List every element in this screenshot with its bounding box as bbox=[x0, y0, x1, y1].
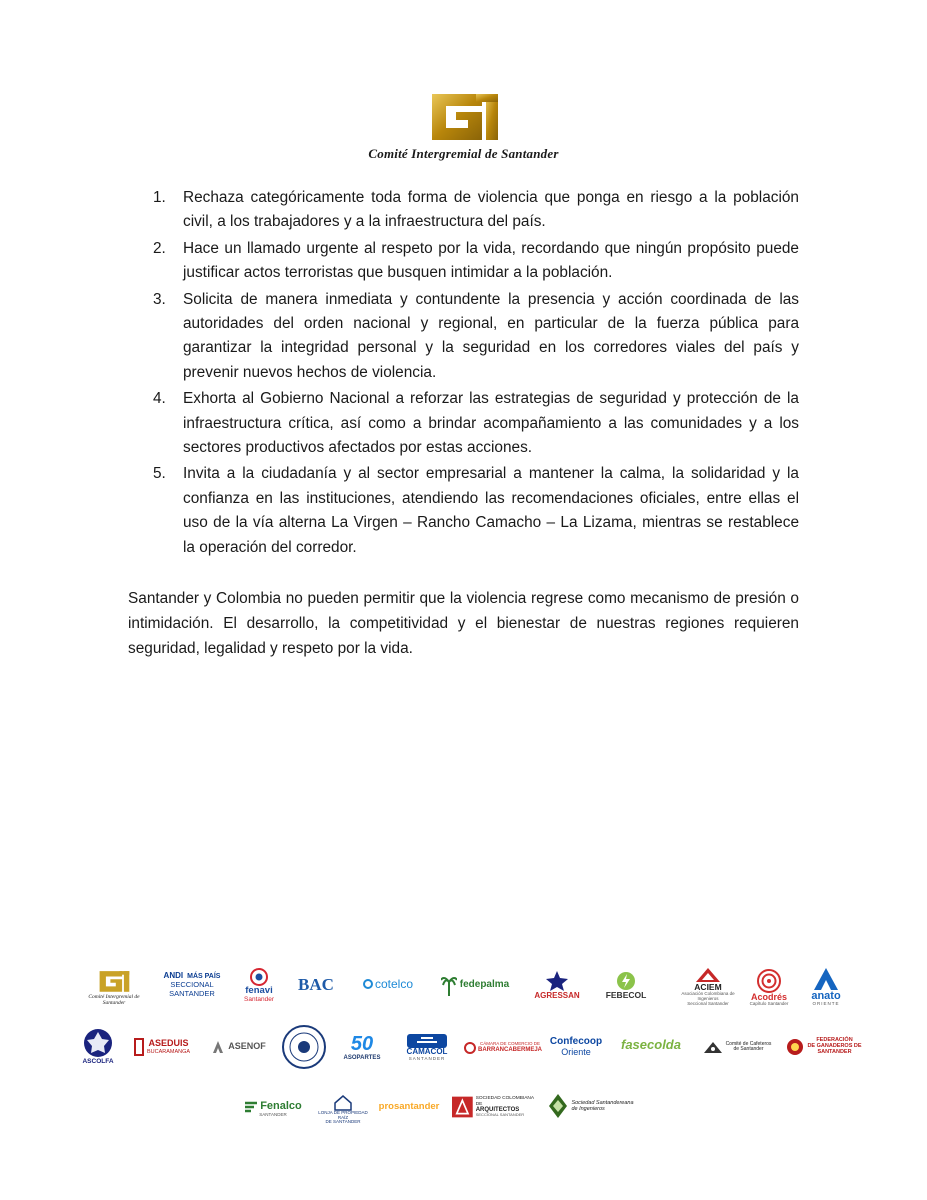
logo-asedujs bbox=[130, 1032, 194, 1062]
ganaderos-text: FEDERACIÓN bbox=[816, 1037, 853, 1044]
camacol-icon bbox=[407, 1034, 447, 1048]
logo-acodres bbox=[742, 962, 796, 1012]
item-text: Exhorta al Gobierno Nacional a reforzar las estrategias de seguridad y protección de la infraestructura crítica, así como a brindar acompañamiento a las comunidades y a los sectores productivos afectados por estas acciones. bbox=[183, 390, 799, 457]
org-name: Comité Intergremial de Santander bbox=[368, 146, 559, 161]
ccb-icon bbox=[464, 1041, 476, 1055]
logo-fasecolda bbox=[614, 1030, 688, 1060]
fenavi-hen-icon bbox=[248, 968, 270, 986]
ganaderos-region-text: SANTANDER bbox=[817, 1048, 852, 1055]
aciem-seccional-text: Seccional Santander bbox=[687, 1000, 729, 1006]
item-number: 3. bbox=[153, 290, 166, 308]
agressan-emblem-icon bbox=[545, 970, 569, 992]
cafeteros-sub-text: de Santander bbox=[733, 1046, 764, 1052]
logo-asenof bbox=[206, 1034, 272, 1060]
list-item bbox=[128, 462, 799, 560]
ssi-diamond-icon bbox=[548, 1093, 568, 1119]
ccb-text: CÁMARA DE COMERCIO DE bbox=[479, 1041, 540, 1047]
item-text: Solicita de manera inmediata y contundente la presencia y acción coordinada de las autoridades del orden nacional y regional, en particular de la fuerza pública para garantizar la integridad personal y la seguridad en los corredores viales del país y prevenir nuevos hechos de violencia. bbox=[183, 290, 799, 381]
closing-paragraph: Santander y Colombia no pueden permitir que la violencia regrese como mecanismo de presión o intimidación. El desarrollo, la competitividad y el bienestar de nuestras regiones requieren seguridad, legalidad y respeto por la vida. bbox=[128, 590, 799, 658]
sca-icon bbox=[452, 1096, 473, 1118]
logo-ssi bbox=[546, 1088, 636, 1124]
acodres-text: Acodrés bbox=[750, 991, 787, 1002]
anato-icon bbox=[813, 967, 839, 991]
logo-febecol bbox=[598, 965, 654, 1005]
cafeteros-icon bbox=[703, 1040, 723, 1054]
bac-text: BAC bbox=[298, 975, 334, 995]
ssi-text: Sociedad Santandereana bbox=[571, 1099, 634, 1106]
points-list bbox=[128, 186, 799, 562]
febecol-text: FEBECOL bbox=[605, 989, 647, 1000]
asopartes-text: ASOPARTES bbox=[343, 1055, 381, 1062]
list-item bbox=[128, 387, 799, 460]
lonja-sub-text: DE SANTANDER bbox=[325, 1119, 361, 1125]
asenof-icon bbox=[212, 1040, 224, 1054]
cafeteros-text: Comité de Cafeteros bbox=[725, 1040, 772, 1047]
febecol-bolt-icon bbox=[615, 971, 637, 991]
logo-asopartes bbox=[336, 1026, 388, 1070]
ganaderos-sub-text: DE GANADEROS DE bbox=[807, 1043, 862, 1050]
list-item bbox=[128, 288, 799, 386]
logo-seal bbox=[278, 1022, 330, 1072]
asedujs-icon bbox=[134, 1038, 144, 1056]
camacol-text: CAMACOL bbox=[406, 1047, 448, 1057]
fenavi-text: fenavi bbox=[245, 985, 273, 997]
item-text: Invita a la ciudadanía y al sector empresarial a mantener la calma, la solidaridad y la confianza en las instituciones, atendiendo las recomendaciones oficiales, entre ellas el uso de la vía alterna La Virgen – Rancho Camacho – La Lizama, mientras se restablece la operación del corredor. bbox=[183, 465, 799, 556]
logo-sca bbox=[452, 1090, 538, 1124]
asenof-text: ASENOF bbox=[228, 1041, 266, 1052]
lonja-house-icon bbox=[333, 1095, 353, 1111]
prosantander-text: prosantander bbox=[378, 1101, 440, 1113]
item-number: 2. bbox=[153, 239, 166, 257]
sca-text: SOCIEDAD COLOMBIANA DE bbox=[475, 1096, 534, 1107]
asedujs-text: ASEDUIS bbox=[148, 1038, 189, 1049]
camacol-sub-text: SANTANDER bbox=[408, 1055, 446, 1061]
ssi-sub-text: de Ingenieros bbox=[571, 1106, 605, 1112]
andi-text: ANDI bbox=[163, 970, 184, 980]
logo-cotelco bbox=[352, 972, 424, 996]
fenavi-sub-text: Santander bbox=[244, 996, 274, 1004]
ascolfa-text: ASCOLFA bbox=[82, 1057, 114, 1065]
logo-fenalco bbox=[236, 1092, 310, 1126]
palm-icon bbox=[441, 974, 457, 996]
aciem-sub-text: Asociación Colombiana de Ingenieros bbox=[681, 991, 735, 1001]
fenalco-text: Fenalco bbox=[260, 1099, 302, 1112]
anato-text: anato bbox=[811, 989, 841, 1002]
ccb-sub-text: BARRANCABERMEJA bbox=[477, 1047, 542, 1054]
logo-ccb bbox=[464, 1034, 542, 1062]
mas-pais-text: MÁS PAÍS bbox=[187, 972, 221, 980]
sca-sub-text: ARQUITECTOS bbox=[475, 1106, 520, 1113]
logo-prosantander bbox=[374, 1096, 444, 1118]
cotelco-icon bbox=[363, 979, 373, 989]
cis-gold-logo-icon bbox=[424, 88, 504, 144]
list-item bbox=[128, 237, 799, 286]
logo-anato bbox=[800, 962, 852, 1012]
item-number: 4. bbox=[153, 390, 166, 408]
acodres-sub-text: Capítulo Santander bbox=[749, 1001, 789, 1007]
anato-sub-text: ORIENTE bbox=[812, 1001, 840, 1007]
logo-cis bbox=[82, 962, 146, 1012]
asedujs-sub-text: BUCARAMANGA bbox=[146, 1048, 191, 1055]
agressan-text: AGRESSAN bbox=[534, 990, 580, 1000]
logo-agressan bbox=[526, 963, 588, 1007]
logo-aciem bbox=[680, 962, 736, 1012]
item-text: Rechaza categóricamente toda forma de violencia que ponga en riesgo a la población civil, a los trabajadores y a la infraestructura del país. bbox=[183, 189, 799, 231]
logo-bac bbox=[292, 965, 340, 1005]
logo-ascolfa bbox=[78, 1022, 118, 1070]
logo-fedepalma bbox=[436, 970, 514, 1000]
andi-seccional-text: SECCIONAL SANTANDER bbox=[169, 980, 215, 999]
item-number: 5. bbox=[153, 465, 166, 483]
ascolfa-emblem-icon bbox=[82, 1027, 114, 1059]
confecoop-text: Confecoop bbox=[549, 1035, 603, 1047]
confecoop-sub-text: Oriente bbox=[561, 1047, 591, 1058]
logo-camacol bbox=[396, 1030, 458, 1066]
acodres-spiral-icon bbox=[756, 967, 782, 993]
sca-seccional-text: SECCIONAL SANTANDER bbox=[475, 1112, 525, 1118]
logo-confecoop bbox=[544, 1030, 608, 1064]
fedepalma-text: fedepalma bbox=[459, 978, 510, 990]
institution-seal-icon bbox=[281, 1024, 327, 1070]
asopartes-50-text: 50 bbox=[350, 1033, 374, 1056]
fenalco-icon bbox=[244, 1101, 258, 1113]
letterhead bbox=[0, 88, 927, 162]
lonja-text: LONJA DE PROPIEDAD RAÍZ bbox=[318, 1109, 368, 1120]
fasecolda-text: fasecolda bbox=[621, 1037, 681, 1053]
aciem-triangle-icon bbox=[695, 967, 721, 983]
logo-cafeteros bbox=[696, 1034, 778, 1060]
logo-cis-text: Comité Intergremial de Santander bbox=[88, 993, 140, 1006]
logo-lonja bbox=[316, 1086, 370, 1134]
fenalco-sub-text: SANTANDER bbox=[259, 1111, 287, 1117]
cis-gold-logo-icon bbox=[96, 968, 132, 994]
ganaderos-emblem-icon bbox=[786, 1038, 804, 1056]
aciem-text: ACIEM bbox=[694, 982, 722, 993]
item-text: Hace un llamado urgente al respeto por la vida, recordando que ningún propósito puede justificar actos terroristas que busquen intimidar a la población. bbox=[183, 239, 799, 282]
logo-fenavi bbox=[238, 963, 280, 1009]
list-item bbox=[128, 186, 799, 235]
logo-ganaderos bbox=[782, 1030, 866, 1064]
cotelco-text: cotelco bbox=[374, 977, 414, 991]
logo-andi bbox=[148, 970, 236, 1000]
item-number: 1. bbox=[153, 189, 166, 206]
